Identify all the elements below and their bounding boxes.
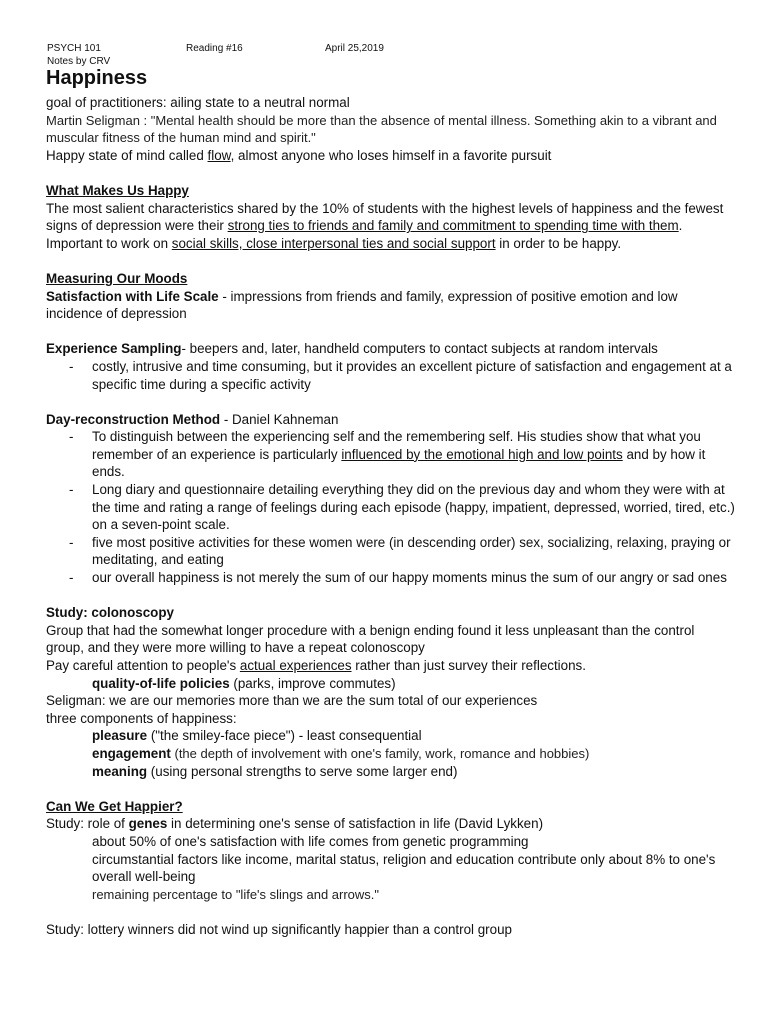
paragraph: Pay careful attention to people's actual experiences rather than just survey their reflections. xyxy=(46,658,586,673)
list-item: - our overall happiness is not merely the sum of our happy moments minus the sum of our angry or sad ones xyxy=(46,569,736,587)
notes-body xyxy=(46,94,736,939)
section-heading-colonoscopy: Study: colonoscopy xyxy=(46,605,174,621)
experience-sampling-entry: Experience Sampling- beepers and, later, handheld computers to contact subjects at random intervals xyxy=(46,341,658,357)
course-label: PSYCH 101 xyxy=(47,43,101,54)
paragraph: three components of happiness: xyxy=(46,710,237,726)
genes-line: Study: role of genes in determining one's sense of satisfaction in life (David Lykken) xyxy=(46,816,544,832)
paragraph: Group that had the somewhat longer procedure with a benign ending found it less unpleasant than the control group, and they were more willing to have a repeat colonoscopy xyxy=(46,622,695,656)
list-item: - Long diary and questionnaire detailing everything they did on the previous day and whom they were with at the time and rating a range of feelings during each episode (happy, impatient, depressed, worried, tired, etc.) on a seven-point scale. xyxy=(46,481,736,534)
section-heading-measuring-our-moods: Measuring Our Moods xyxy=(46,270,188,286)
section-heading-can-we-get-happier: Can We Get Happier? xyxy=(46,798,183,814)
component-pleasure: pleasure ("the smiley-face piece") - least consequential xyxy=(92,728,422,744)
bullet-list xyxy=(46,428,736,586)
drm-entry: Day-reconstruction Method - Daniel Kahneman xyxy=(46,411,339,427)
list-item: - To distinguish between the experiencing self and the remembering self. His studies show that what you remember of an experience is particularly influenced by the emotional high and low points and by how it ends. xyxy=(46,428,736,481)
seligman-quote: Martin Seligman : "Mental health should be more than the absence of mental illness. Something akin to a vibrant and muscular fitness of the human mind and spirit." xyxy=(46,112,717,146)
paragraph: about 50% of one's satisfaction with life comes from genetic programming xyxy=(92,833,529,849)
section-heading-what-makes-us-happy: What Makes Us Happy xyxy=(46,182,189,198)
bullet-list xyxy=(46,358,736,393)
intro-line: goal of practitioners: ailing state to a neutral normal xyxy=(46,95,350,110)
page-title: Happiness xyxy=(46,67,148,89)
component-meaning: meaning (using personal strengths to serve some larger end) xyxy=(92,763,458,779)
paragraph: The most salient characteristics shared by the 10% of students with the highest levels of happiness and the fewest signs of depression were their strong ties to friends and family and commitment to spending time with them. xyxy=(46,200,724,234)
paragraph: Study: lottery winners did not wind up significantly happier than a control group xyxy=(46,921,512,937)
paragraph: remaining percentage to "life's slings and arrows." xyxy=(92,886,380,902)
component-engagement: engagement (the depth of involvement with one's family, work, romance and hobbies) xyxy=(92,745,590,761)
notes-by-label: Notes by CRV xyxy=(47,56,111,67)
flow-line: Happy state of mind called flow, almost anyone who loses himself in a favorite pursuit xyxy=(46,147,552,163)
reading-label: Reading #16 xyxy=(186,43,243,54)
list-item: - costly, intrusive and time consuming, but it provides an excellent picture of satisfaction and engagement at a specific time during a specific activity xyxy=(46,358,736,393)
flow-term: flow xyxy=(207,147,231,163)
swl-entry: Satisfaction with Life Scale - impressions from friends and family, expression of positive emotion and low incidence of depression xyxy=(46,288,678,322)
paragraph: circumstantial factors like income, marital status, religion and education contribute only about 8% to one's overall well-being xyxy=(92,851,716,885)
date-label: April 25,2019 xyxy=(325,43,384,54)
list-item: - five most positive activities for these women were (in descending order) sex, socializing, relaxing, praying or meditating, and eating xyxy=(46,534,736,569)
qol-line: quality-of-life policies (parks, improve commutes) xyxy=(92,675,396,691)
paragraph: Seligman: we are our memories more than we are the sum total of our experiences xyxy=(46,693,538,709)
paragraph: Important to work on social skills, close interpersonal ties and social support in order to be happy. xyxy=(46,235,622,251)
